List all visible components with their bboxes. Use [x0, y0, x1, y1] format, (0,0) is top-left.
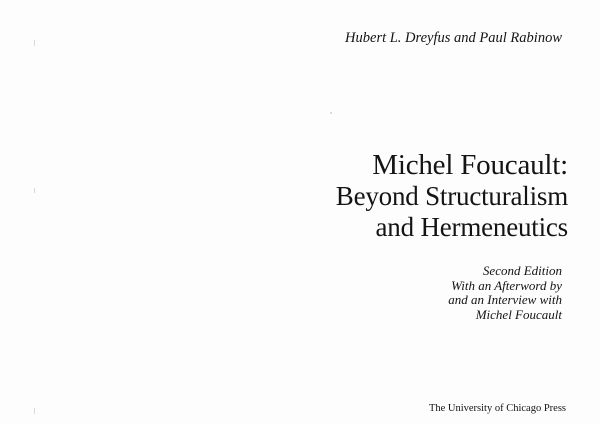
scan-mark — [34, 40, 35, 46]
publisher-imprint: The University of Chicago Press — [428, 403, 566, 414]
title-line-3: and Hermeneutics — [375, 212, 568, 242]
book-authors: Hubert L. Dreyfus and Paul Rabinow — [345, 30, 562, 46]
edition-line-4: Michel Foucault — [475, 306, 562, 322]
scan-speck — [330, 112, 332, 114]
scan-mark — [34, 188, 35, 193]
scan-mark — [34, 408, 35, 414]
edition-line-1: Second Edition — [482, 263, 562, 278]
book-title — [250, 150, 568, 243]
edition-note — [360, 264, 562, 322]
title-line-1: Michel Foucault: — [372, 149, 568, 181]
title-line-2: Beyond Structuralism — [335, 181, 568, 211]
edition-line-2: With an Afterword by — [451, 277, 562, 293]
edition-line-3: and an Interview with — [448, 292, 562, 307]
